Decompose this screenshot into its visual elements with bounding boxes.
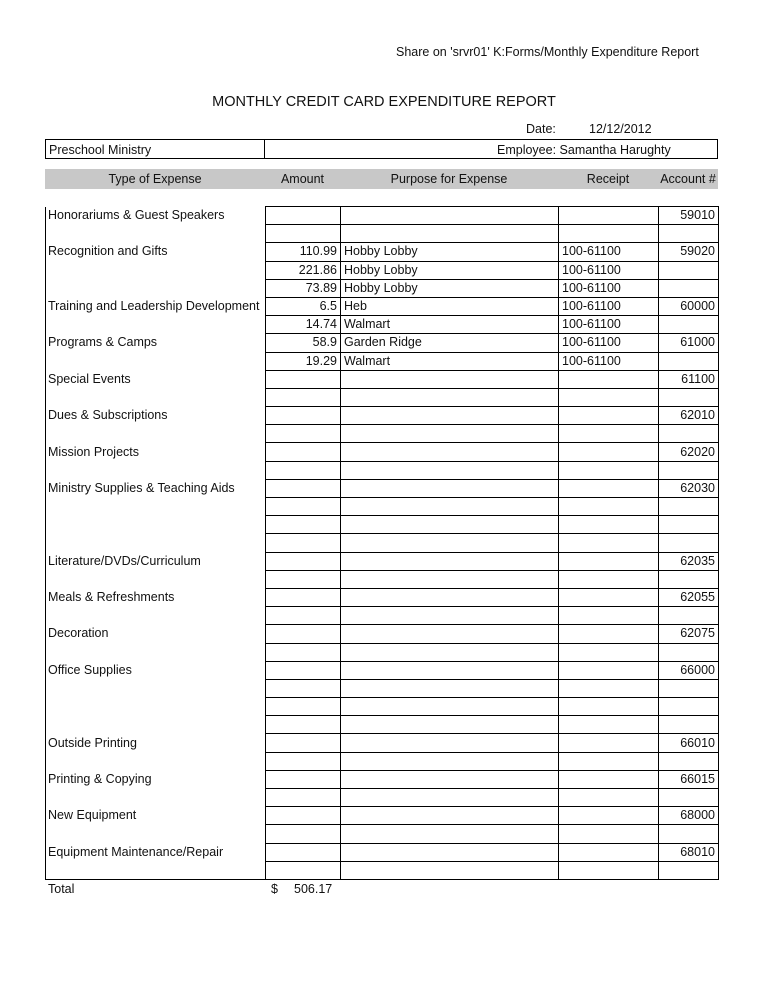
account-cell [659,261,719,279]
expense-type-cell: Honorariums & Guest Speakers [46,207,266,225]
receipt-cell [559,789,659,807]
expense-type-cell [46,643,266,661]
account-cell [659,352,719,370]
receipt-cell [559,225,659,243]
table-row [46,261,719,279]
expense-type-cell: Ministry Supplies & Teaching Aids [46,479,266,497]
amount-cell [266,807,341,825]
col-header-purpose: Purpose for Expense [390,172,508,186]
expense-type-cell [46,607,266,625]
purpose-cell [341,679,559,697]
table-row [46,370,719,388]
receipt-cell [559,498,659,516]
account-cell: 66015 [659,770,719,788]
account-cell [659,861,719,879]
employee-name: Employee: Samantha Harughty [497,143,671,157]
account-cell [659,570,719,588]
date-label: Date: [526,122,556,136]
purpose-cell: Hobby Lobby [341,279,559,297]
expense-type-cell: Equipment Maintenance/Repair [46,843,266,861]
expense-type-cell [46,498,266,516]
receipt-cell [559,552,659,570]
date-value: 12/12/2012 [589,122,652,136]
amount-cell [266,425,341,443]
total-currency: $ [271,882,278,896]
amount-cell: 6.5 [266,297,341,315]
receipt-cell: 100-61100 [559,243,659,261]
receipt-cell [559,479,659,497]
receipt-cell [559,734,659,752]
account-cell: 60000 [659,297,719,315]
account-cell [659,225,719,243]
purpose-cell [341,516,559,534]
department-name: Preschool Ministry [49,143,152,157]
purpose-cell: Hobby Lobby [341,261,559,279]
table-row [46,752,719,770]
table-row [46,243,719,261]
share-note: Share on 'srvr01' K:Forms/Monthly Expenditure Report [396,45,699,59]
receipt-cell [559,625,659,643]
amount-cell [266,643,341,661]
purpose-cell [341,734,559,752]
receipt-cell [559,607,659,625]
receipt-cell [559,588,659,606]
col-header-account: Account # [660,172,716,186]
account-cell: 66010 [659,734,719,752]
receipt-cell [559,861,659,879]
expense-type-cell [46,316,266,334]
receipt-cell [559,570,659,588]
receipt-cell [559,716,659,734]
purpose-cell [341,716,559,734]
receipt-cell [559,407,659,425]
purpose-cell [341,534,559,552]
expense-type-cell [46,698,266,716]
table-row [46,334,719,352]
amount-cell [266,861,341,879]
table-row [46,534,719,552]
purpose-cell [341,770,559,788]
table-row [46,843,719,861]
account-cell [659,516,719,534]
purpose-cell [341,479,559,497]
receipt-cell [559,516,659,534]
expense-type-cell: Decoration [46,625,266,643]
amount-cell [266,516,341,534]
expense-type-cell: Printing & Copying [46,770,266,788]
expense-type-cell [46,461,266,479]
amount-cell: 19.29 [266,352,341,370]
account-cell [659,825,719,843]
amount-cell [266,625,341,643]
receipt-cell: 100-61100 [559,261,659,279]
amount-cell [266,789,341,807]
amount-cell [266,588,341,606]
amount-cell [266,461,341,479]
purpose-cell: Garden Ridge [341,334,559,352]
purpose-cell [341,752,559,770]
account-cell [659,679,719,697]
amount-cell: 14.74 [266,316,341,334]
account-cell: 62010 [659,407,719,425]
amount-cell [266,607,341,625]
amount-cell [266,752,341,770]
purpose-cell [341,407,559,425]
receipt-cell [559,807,659,825]
purpose-cell [341,570,559,588]
table-row [46,698,719,716]
table-row [46,479,719,497]
amount-cell [266,679,341,697]
table-row [46,297,719,315]
receipt-cell [559,843,659,861]
account-cell [659,316,719,334]
table-row [46,352,719,370]
purpose-cell: Walmart [341,316,559,334]
amount-cell [266,570,341,588]
expense-type-cell: Dues & Subscriptions [46,407,266,425]
account-cell: 68000 [659,807,719,825]
receipt-cell [559,825,659,843]
receipt-cell: 100-61100 [559,352,659,370]
expense-table [45,206,719,880]
table-row [46,825,719,843]
amount-cell [266,698,341,716]
amount-cell [266,661,341,679]
total-label: Total [48,882,75,896]
account-cell [659,607,719,625]
account-cell: 59010 [659,207,719,225]
expense-type-cell: New Equipment [46,807,266,825]
purpose-cell [341,461,559,479]
amount-cell [266,534,341,552]
table-row [46,388,719,406]
amount-cell [266,479,341,497]
table-row [46,279,719,297]
purpose-cell [341,843,559,861]
table-row [46,716,719,734]
amount-cell [266,825,341,843]
purpose-cell [341,807,559,825]
amount-cell [266,734,341,752]
amount-cell [266,225,341,243]
table-row [46,679,719,697]
receipt-cell [559,661,659,679]
account-cell [659,461,719,479]
account-cell: 62030 [659,479,719,497]
expense-type-cell [46,516,266,534]
expense-type-cell [46,716,266,734]
purpose-cell: Heb [341,297,559,315]
account-cell [659,789,719,807]
amount-cell [266,552,341,570]
expense-type-cell: Training and Leadership Development [46,297,266,315]
purpose-cell [341,370,559,388]
account-cell: 68010 [659,843,719,861]
amount-cell: 58.9 [266,334,341,352]
expense-type-cell [46,261,266,279]
table-row [46,498,719,516]
account-cell [659,698,719,716]
amount-cell: 73.89 [266,279,341,297]
account-cell [659,388,719,406]
expense-type-cell [46,388,266,406]
receipt-cell [559,698,659,716]
table-row [46,461,719,479]
expense-type-cell [46,352,266,370]
account-cell [659,498,719,516]
expense-type-cell [46,825,266,843]
expense-type-cell [46,534,266,552]
expense-type-cell: Mission Projects [46,443,266,461]
purpose-cell [341,825,559,843]
purpose-cell [341,443,559,461]
col-header-receipt: Receipt [586,172,630,186]
purpose-cell [341,388,559,406]
table-row [46,516,719,534]
table-row [46,643,719,661]
receipt-cell [559,679,659,697]
expense-type-cell: Office Supplies [46,661,266,679]
receipt-cell [559,425,659,443]
expense-type-cell: Special Events [46,370,266,388]
expense-type-cell [46,679,266,697]
receipt-cell [559,207,659,225]
expense-type-cell [46,789,266,807]
receipt-cell: 100-61100 [559,279,659,297]
receipt-cell: 100-61100 [559,334,659,352]
expense-type-cell [46,425,266,443]
account-cell [659,534,719,552]
purpose-cell [341,861,559,879]
amount-cell: 110.99 [266,243,341,261]
table-row [46,588,719,606]
purpose-cell: Hobby Lobby [341,243,559,261]
table-row [46,661,719,679]
receipt-cell [559,443,659,461]
purpose-cell [341,552,559,570]
purpose-cell [341,425,559,443]
account-cell: 61100 [659,370,719,388]
table-row [46,625,719,643]
purpose-cell [341,588,559,606]
account-cell: 62055 [659,588,719,606]
purpose-cell [341,607,559,625]
table-row [46,207,719,225]
expense-type-cell: Outside Printing [46,734,266,752]
expense-type-cell [46,279,266,297]
account-cell [659,279,719,297]
purpose-cell [341,661,559,679]
table-row [46,443,719,461]
amount-cell [266,207,341,225]
purpose-cell [341,225,559,243]
account-cell [659,716,719,734]
report-title: MONTHLY CREDIT CARD EXPENDITURE REPORT [212,94,556,110]
amount-cell [266,370,341,388]
purpose-cell [341,643,559,661]
amount-cell [266,843,341,861]
receipt-cell [559,370,659,388]
amount-cell [266,388,341,406]
account-cell [659,643,719,661]
receipt-cell [559,643,659,661]
amount-cell [266,770,341,788]
purpose-cell: Walmart [341,352,559,370]
expense-type-cell [46,861,266,879]
purpose-cell [341,698,559,716]
table-row [46,552,719,570]
table-row [46,789,719,807]
table-row [46,225,719,243]
account-cell: 62035 [659,552,719,570]
account-cell [659,752,719,770]
expense-type-cell: Recognition and Gifts [46,243,266,261]
expense-type-cell [46,225,266,243]
receipt-cell [559,770,659,788]
col-header-type: Type of Expense [108,172,202,186]
table-row [46,734,719,752]
purpose-cell [341,789,559,807]
table-row [46,425,719,443]
purpose-cell [341,498,559,516]
receipt-cell [559,752,659,770]
purpose-cell [341,625,559,643]
col-header-amount: Amount [280,172,325,186]
account-cell: 62075 [659,625,719,643]
expense-type-cell: Programs & Camps [46,334,266,352]
total-value: 506.17 [294,882,333,896]
amount-cell [266,716,341,734]
amount-cell [266,498,341,516]
purpose-cell [341,207,559,225]
table-row [46,770,719,788]
account-cell: 66000 [659,661,719,679]
table-row [46,316,719,334]
amount-cell [266,443,341,461]
table-row [46,807,719,825]
expense-type-cell [46,752,266,770]
expense-type-cell: Literature/DVDs/Curriculum [46,552,266,570]
amount-cell [266,407,341,425]
receipt-cell [559,534,659,552]
amount-cell: 221.86 [266,261,341,279]
receipt-cell [559,388,659,406]
table-row [46,570,719,588]
expense-type-cell [46,570,266,588]
receipt-cell: 100-61100 [559,316,659,334]
account-cell: 59020 [659,243,719,261]
receipt-cell [559,461,659,479]
table-row [46,861,719,879]
account-cell: 62020 [659,443,719,461]
receipt-cell: 100-61100 [559,297,659,315]
account-cell [659,425,719,443]
table-row [46,607,719,625]
account-cell: 61000 [659,334,719,352]
table-row [46,407,719,425]
expense-type-cell: Meals & Refreshments [46,588,266,606]
